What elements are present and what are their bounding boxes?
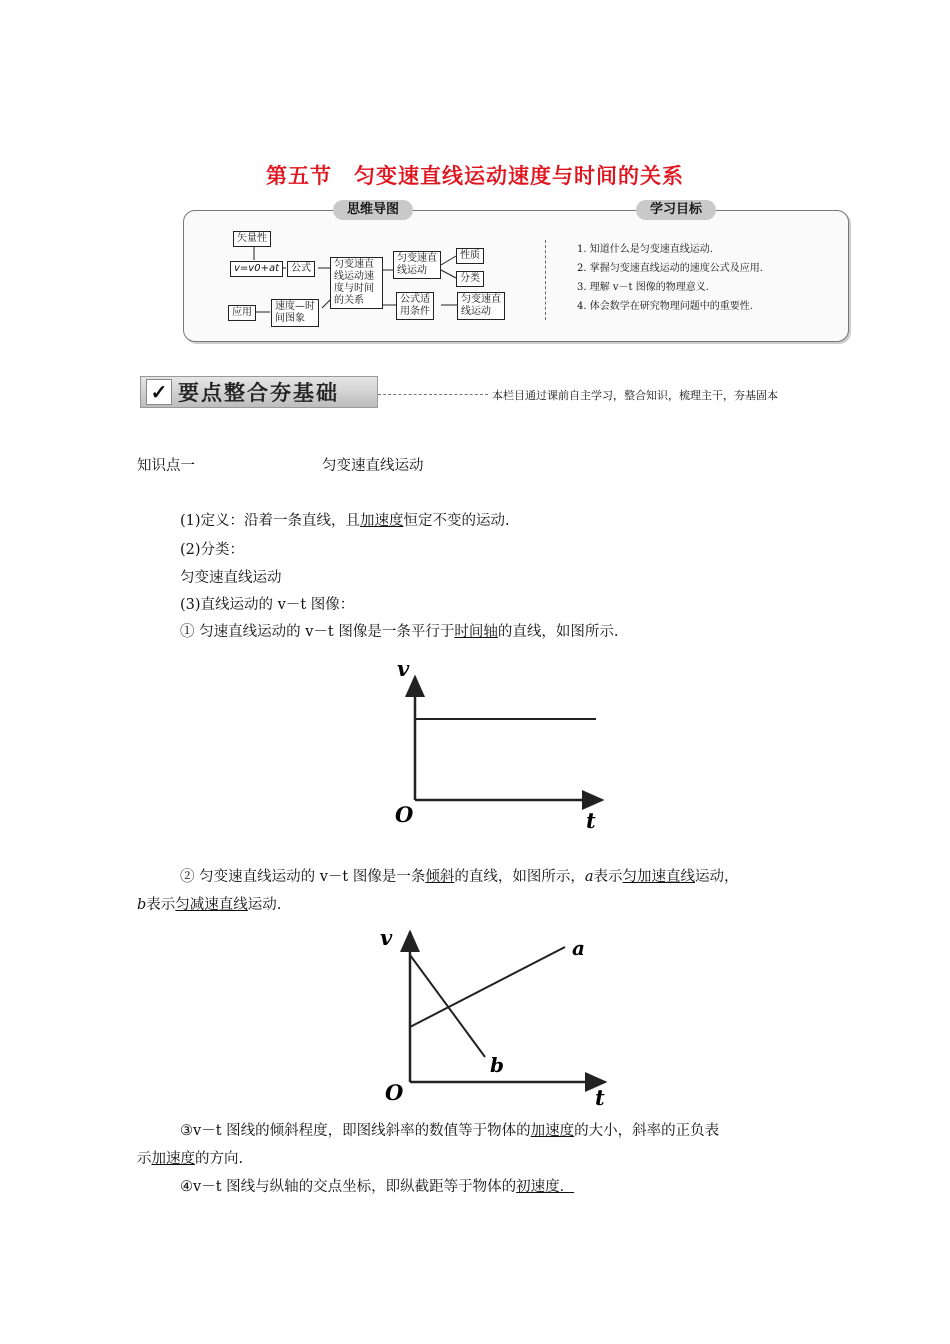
point-three-cont [137,1148,243,1170]
node-uniform-motion [393,251,441,279]
node-line: 匀变速直 [397,253,437,264]
text: 的方向. [195,1151,244,1167]
text: 的直线，如图所示， [454,869,585,885]
node-uniform-straight [457,292,505,320]
vt-graph-line: (3)直线运动的 v－t 图像： [180,597,355,613]
knowledge-point-label: 知识点一 [137,458,195,474]
text: 的大小，斜率的正负表 [574,1123,720,1139]
underlined-answer: 倾斜 [425,869,455,885]
classification-item: 匀变速直线运动 [180,570,282,586]
node-center-line: 线运动速 [334,271,374,282]
node-center-line: 度与时间 [334,283,374,294]
v-axis-label: v [380,925,393,950]
text: 表示 [593,869,623,885]
point-three [180,1120,719,1142]
text: 表示 [146,897,176,913]
text: ③v－t 图线的倾斜程度，即图线斜率的数值等于物体的 [180,1123,531,1139]
t-axis-label: t [586,808,596,833]
text: (1)定义：沿着一条直线，且 [180,513,361,529]
line-b-label: b [137,897,147,913]
origin-label: O [385,1080,404,1105]
node-line: 线运动 [461,306,491,317]
text: 运动， [695,869,739,885]
goals-tag: 学习目标 [636,200,716,220]
title-section: 第五节 [266,164,332,188]
mindmap-divider [545,240,546,320]
node-formula-scope [396,292,434,320]
banner-dashed-line [378,394,488,395]
node-line: 公式适 [400,294,430,305]
line-b-tag: b [490,1053,504,1077]
underlined-answer: 加速度 [530,1123,575,1139]
definition-line [180,510,510,532]
graph-uniform-accel [355,925,625,1110]
point-two [180,866,739,888]
node-line: 用条件 [400,306,430,317]
goal-item: 4. 体会数学在研究物理问题中的重要性. [577,301,753,312]
line-a-label: a [584,869,594,885]
underlined-answer: 时间轴 [454,624,498,640]
text: 恒定不变的运动. [403,513,510,529]
goal-item: 3. 理解 v－t 图像的物理意义. [577,282,709,293]
node-vector: 矢量性 [233,231,271,247]
banner-title: 要点整合夯基础 [178,381,339,405]
goal-item: 2. 掌握匀变速直线运动的速度公式及应用. [577,263,763,274]
node-speed-time-graph [271,299,319,327]
node-formula-expression: v=v0+at [230,261,283,277]
point-four [180,1176,574,1198]
classification-line: (2)分类： [180,542,245,558]
node-classify: 分类 [456,271,484,287]
mindmap-tag: 思维导图 [333,200,413,220]
line-b [410,955,485,1057]
v-axis-label: v [397,656,410,681]
node-line: 线运动 [397,265,427,276]
node-nature: 性质 [456,248,484,264]
graph-uniform-motion [390,650,620,835]
learning-goals [577,240,763,316]
check-icon: ✓ [146,379,172,405]
node-center-line: 匀变速直 [334,259,374,270]
goal-item: 1. 知道什么是匀变速直线运动. [577,244,713,255]
node-line: 匀变速直 [461,294,501,305]
text: ① 匀速直线运动的 v－t 图像是一条平行于 [180,624,455,640]
origin-label: O [395,802,414,827]
text: 示 [137,1151,152,1167]
node-line: 间图象 [275,313,305,324]
node-line: 速度—时 [275,301,315,312]
underlined-answer: 匀加速直线 [622,869,696,885]
text: 运动. [247,897,282,913]
text: ② 匀变速直线运动的 v－t 图像是一条 [180,869,426,885]
node-center-line: 的关系 [334,295,364,306]
underlined-answer: 初速度． [516,1179,575,1195]
underlined-answer: 加速度 [360,513,404,529]
point-two-cont [137,894,281,916]
node-application: 应用 [228,305,256,321]
underlined-answer: 加速度 [151,1151,195,1167]
mindmap-connectors [0,0,950,400]
t-axis-label: t [595,1085,605,1110]
underlined-answer: 匀减速直线 [175,897,248,913]
knowledge-point-name: 匀变速直线运动 [322,458,424,474]
text: ④v－t 图线与纵轴的交点坐标，即纵截距等于物体的 [180,1179,517,1195]
title-topic: 匀变速直线运动速度与时间的关系 [354,164,684,188]
text: 的直线，如图所示. [497,624,619,640]
point-one [180,621,618,643]
node-center-topic [330,257,383,309]
banner-description: 本栏目通过课前自主学习，整合知识，梳理主干，夯基固本 [492,389,778,402]
line-a-tag: a [572,936,585,960]
node-formula: 公式 [287,261,315,277]
